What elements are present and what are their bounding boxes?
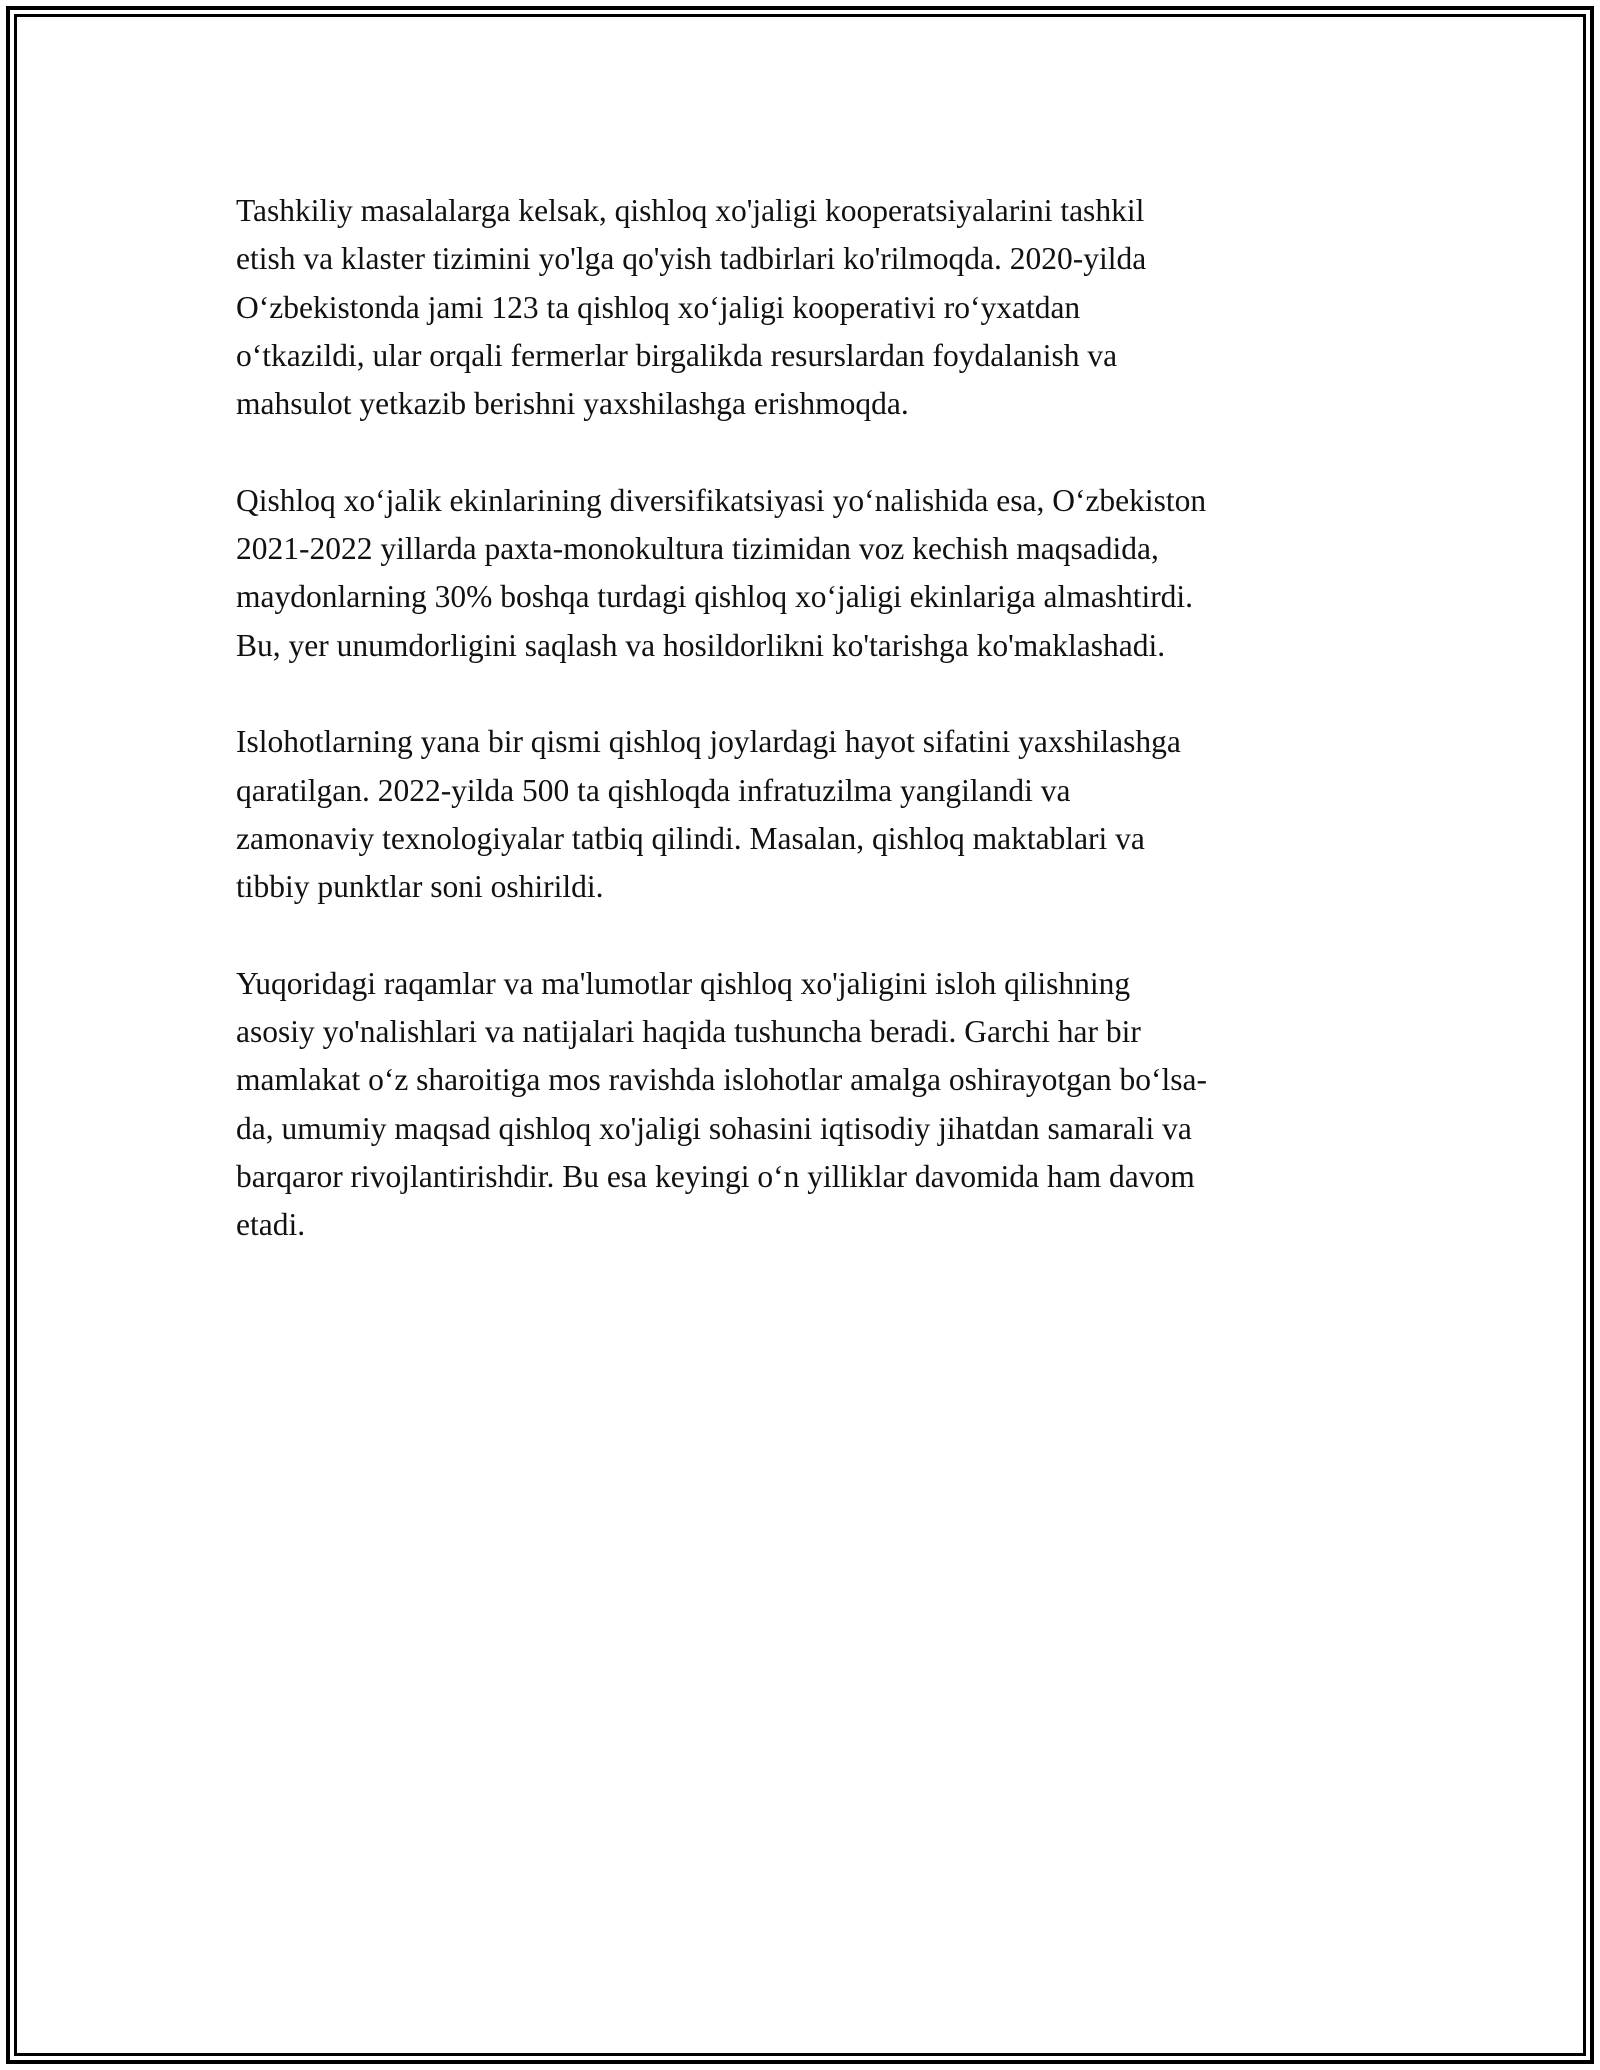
paragraph-rural-infrastructure: Islohotlarning yana bir qismi qishloq joylardagi hayot sifatini yaxshilashga qaratilgan. 2022-yilda 500 ta qishloqda infratuzilma yangilandi va zamonaviy texnologiyalar tatbiq qilindi. Masalan, qishloq maktablari va tibbiy punktlar soni oshirildi. bbox=[236, 724, 1181, 905]
paragraph-conclusion: Yuqoridagi raqamlar va ma'lumotlar qishloq xo'jaligini isloh qilishning asosiy yo'nalishlari va natijalari haqida tushuncha beradi. Garchi har bir mamlakat o‘z sharoitiga mos ravishda islohotlar amalga oshirayotgan bo‘lsa- da, umumiy maqsad qishloq xo'jaligi sohasini iqtisodiy jihatdan samarali va barqaror rivojlantirishdir. Bu esa keyingi o‘n yilliklar davomida ham davom etadi. bbox=[236, 965, 1207, 1243]
paragraph-cooperatives: Tashkiliy masalalarga kelsak, qishloq xo'jaligi kooperatsiyalarini tashkil etish va klaster tizimini yo'lga qo'yish tadbirlari ko'rilmoqda. 2020-yilda O‘zbekistonda jami 123 ta qishloq xo‘jaligi kooperativi ro‘yxatdan o‘tkazildi, ular orqali fermerlar birgalikda resurslardan foydalanish va mahsulot yetkazib berishni yaxshilashga erishmoqda. bbox=[236, 193, 1147, 422]
document-body bbox=[236, 187, 1386, 1298]
paragraph-crop-diversification: Qishloq xo‘jalik ekinlarining diversifikatsiyasi yo‘nalishida esa, O‘zbekiston 2021-2022 yillarda paxta-monokultura tizimidan voz kechish maqsadida, maydonlarning 30% boshqa turdagi qishloq xo‘jaligi ekinlariga almashtirdi. Bu, yer unumdorligini saqlash va hosildorlikni ko'tarishga ko'maklashadi. bbox=[236, 482, 1207, 663]
